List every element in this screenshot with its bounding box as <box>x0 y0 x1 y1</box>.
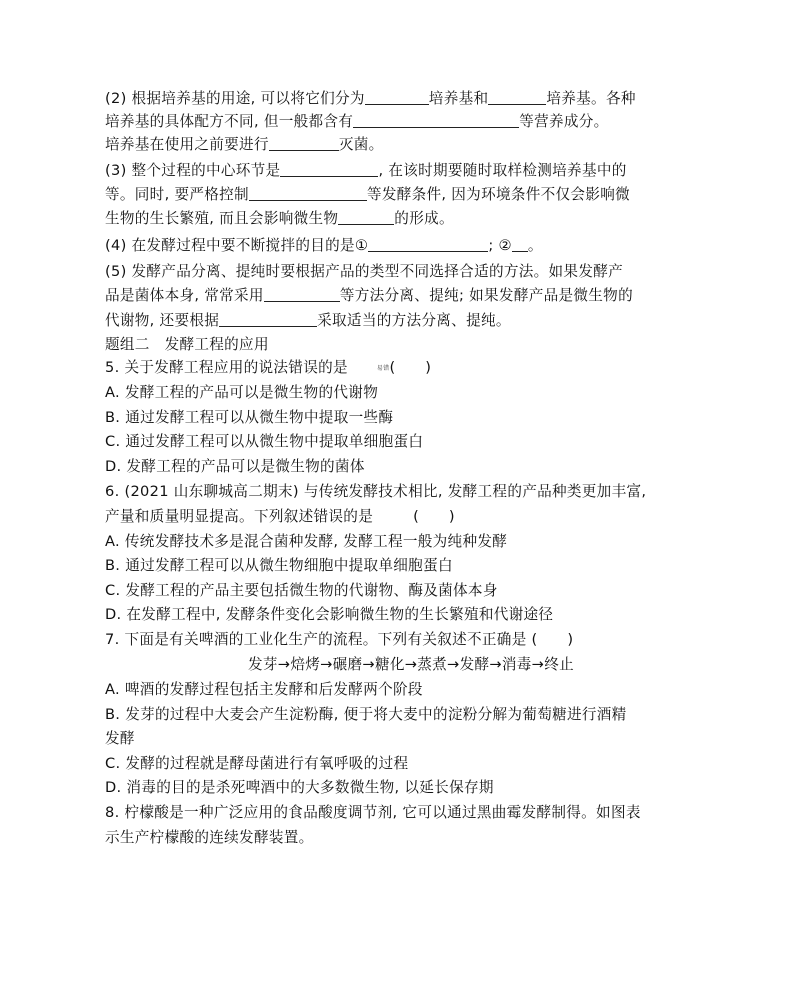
q6-stem-line1: 6. (2021 山东聊城高二期末) 与传统发酵技术相比, 发酵工程的产品种类更加丰富, <box>105 483 647 500</box>
q5-option-a: A. 发酵工程的产品可以是微生物的代谢物 <box>105 384 379 401</box>
group2-title: 题组二 发酵工程的应用 <box>105 336 269 353</box>
text: , 在该时期要随时取样检测培养基中的 <box>378 162 627 179</box>
q4-part5-line3 <box>105 310 511 332</box>
text: 培养基。各种 <box>546 90 636 107</box>
text: 5. 关于发酵工程应用的说法错误的是 <box>105 359 348 376</box>
answer-paren[interactable]: ( ) <box>389 359 432 376</box>
difficulty-tag: 易错 <box>376 365 390 372</box>
answer-blank[interactable] <box>269 135 339 151</box>
answer-blank[interactable] <box>280 161 378 177</box>
q6-option-c: C. 发酵工程的产品主要包括微生物的代谢物、酶及菌体本身 <box>105 582 498 599</box>
answer-blank[interactable] <box>249 185 367 201</box>
q4-part5-line1 <box>105 261 623 283</box>
text: 等。同时, 要严格控制 <box>105 186 249 203</box>
q7-stem: 7. 下面是有关啤酒的工业化生产的流程。下列有关叙述不正确是 ( ) <box>105 631 574 648</box>
answer-blank[interactable] <box>219 311 317 327</box>
text: 的形成。 <box>394 210 454 227</box>
text: 等营养成分。 <box>519 113 609 130</box>
answer-blank[interactable] <box>365 89 429 105</box>
q7-option-b-line2: 发酵 <box>105 730 135 747</box>
q7-option-b-line1: B. 发芽的过程中大麦会产生淀粉酶, 便于将大麦中的淀粉分解为葡萄糖进行酒精 <box>105 706 627 723</box>
text: 。 <box>527 237 543 254</box>
q4-part3-line2 <box>105 184 630 206</box>
q7-option-c: C. 发酵的过程就是酵母菌进行有氧呼吸的过程 <box>105 755 409 772</box>
text: 品是菌体本身, 常常采用 <box>105 287 264 304</box>
text: 采取适当的方法分离、提纯。 <box>317 312 511 329</box>
answer-blank[interactable] <box>488 89 546 105</box>
answer-blank[interactable] <box>264 286 340 302</box>
q7-option-a: A. 啤酒的发酵过程包括主发酵和后发酵两个阶段 <box>105 681 423 698</box>
q8-stem-line1: 8. 柠檬酸是一种广泛应用的食品酸度调节剂, 它可以通过黑曲霉发酵制得。如图表 <box>105 804 641 821</box>
q5-stem <box>105 357 431 380</box>
text: (4) 在发酵过程中要不断搅拌的目的是① <box>105 237 369 254</box>
text: (2) 根据培养基的用途, 可以将它们分为 <box>105 90 365 107</box>
q4-part2-line2 <box>105 111 609 133</box>
text: 等方法分离、提纯; 如果发酵产品是微生物的 <box>339 287 633 304</box>
q7-process-flow: 发芽→焙烤→碾磨→糖化→蒸煮→发酵→消毒→终止 <box>248 656 574 673</box>
text: ; ② <box>488 237 512 254</box>
answer-blank[interactable] <box>338 209 394 225</box>
text: (5) 发酵产品分离、提纯时要根据产品的类型不同选择合适的方法。如果发酵产 <box>105 263 624 280</box>
text: 培养基在使用之前要进行 <box>105 136 269 153</box>
q6-option-a: A. 传统发酵技术多是混合菌种发酵, 发酵工程一般为纯种发酵 <box>105 533 508 550</box>
q4-part3-line3 <box>105 208 454 230</box>
answer-blank[interactable] <box>368 236 488 252</box>
q4-part2-line1 <box>105 88 636 110</box>
q4-part4 <box>105 235 543 257</box>
q4-part3-line1 <box>105 160 627 182</box>
q6-option-b: B. 通过发酵工程可以从微生物细胞中提取单细胞蛋白 <box>105 557 453 574</box>
text: (3) 整个过程的中心环节是 <box>105 162 281 179</box>
text: 生物的生长繁殖, 而且会影响微生物 <box>105 210 339 227</box>
q5-option-d: D. 发酵工程的产品可以是微生物的菌体 <box>105 458 365 475</box>
answer-blank[interactable] <box>512 236 528 252</box>
text: 培养基的具体配方不同, 但一般都含有 <box>105 113 354 130</box>
q4-part2-line3 <box>105 134 384 156</box>
text: 代谢物, 还要根据 <box>105 312 220 329</box>
q6-stem-line2 <box>105 506 455 528</box>
text: 产量和质量明显提高。下列叙述错误的是 <box>105 508 374 525</box>
q6-option-d: D. 在发酵工程中, 发酵条件变化会影响微生物的生长繁殖和代谢途径 <box>105 606 554 623</box>
text: 等发酵条件, 因为环境条件不仅会影响微 <box>366 186 631 203</box>
q7-option-d: D. 消毒的目的是杀死啤酒中的大多数微生物, 以延长保存期 <box>105 779 494 796</box>
q5-option-c: C. 通过发酵工程可以从微生物中提取单细胞蛋白 <box>105 433 424 450</box>
text: 培养基和 <box>428 90 489 107</box>
text: 灭菌。 <box>338 136 384 153</box>
q8-stem-line2: 示生产柠檬酸的连续发酵装置。 <box>105 829 314 846</box>
q5-option-b: B. 通过发酵工程可以从微生物中提取一些酶 <box>105 409 394 426</box>
q4-part5-line2 <box>105 285 633 307</box>
answer-blank[interactable] <box>353 112 519 128</box>
answer-paren[interactable]: ( ) <box>413 508 455 525</box>
